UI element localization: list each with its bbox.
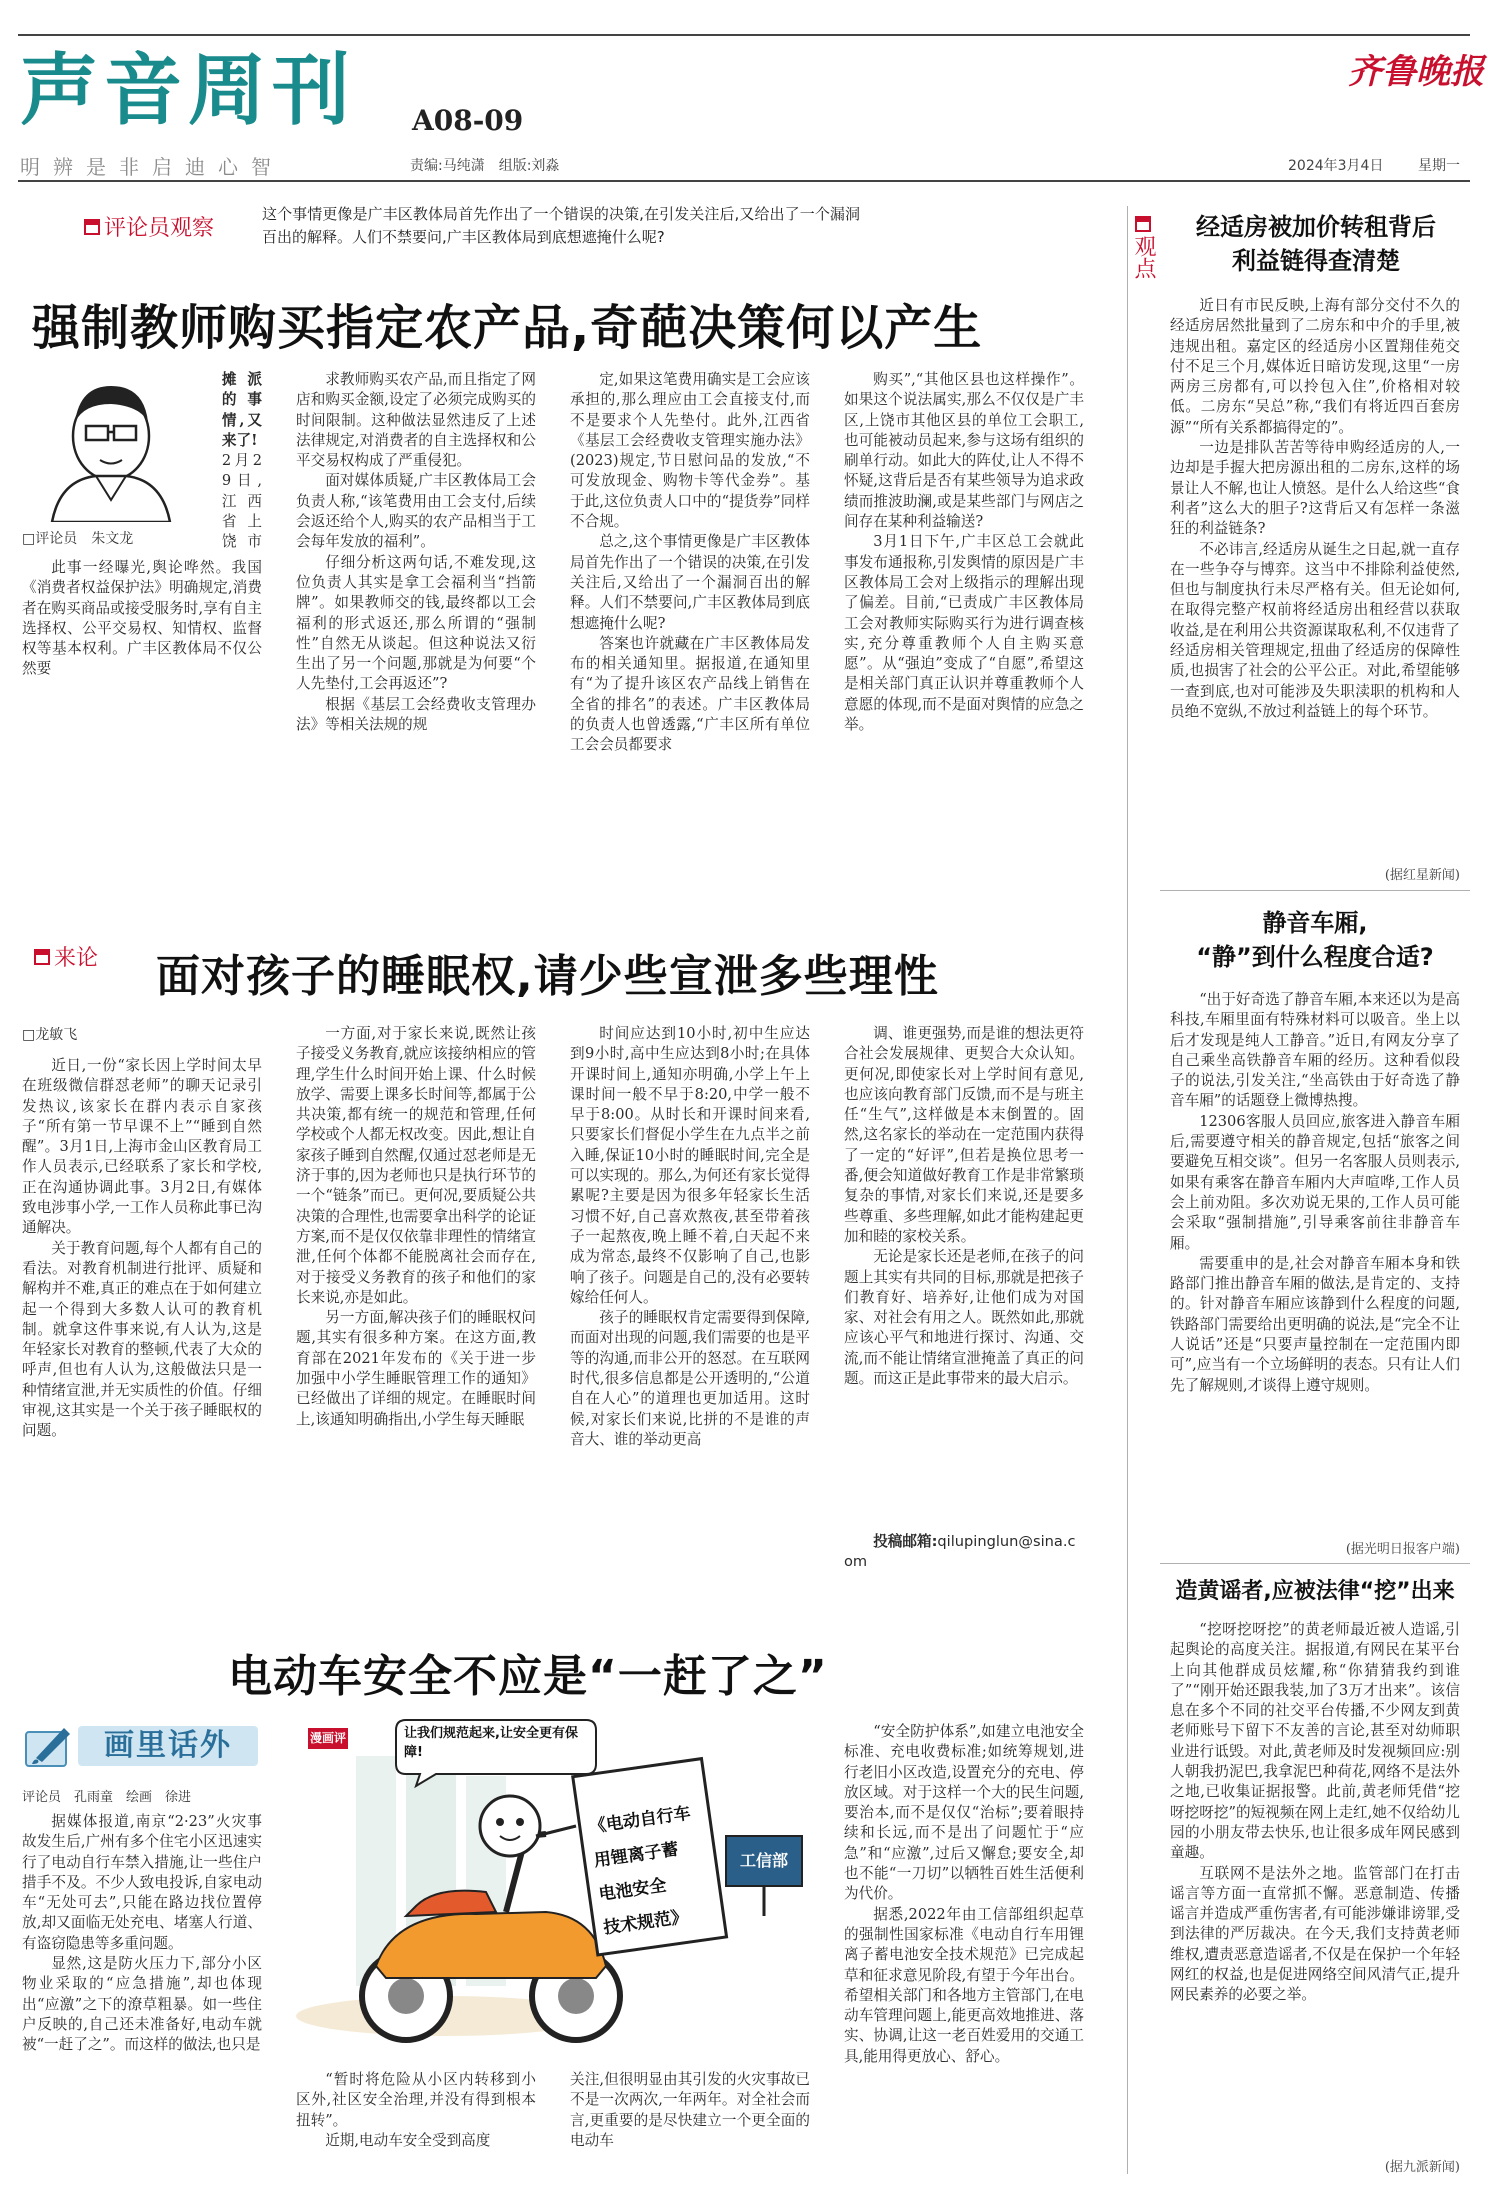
masthead bbox=[0, 0, 1488, 185]
flag-icon bbox=[84, 219, 100, 235]
paragraph: 一方面,对于家长来说,既然让孩子接受义务教育,就应该接纳相应的管理,学生什么时间开始上课、什么时候放学、需要上课多长时间等,都属于公共决策,都有统一的规范和管理,任何学校或个人都无权改变。因此,想让自家孩子睡到自然醒,仅通过怼老师是无济于事的,因为老师也只是执行环节的一个“链条”而已。更何况,要质疑公共决策的合理性,也需要拿出科学的论证方案,而不是仅仅依靠非理性的情绪宣泄,任何个体都不能脱离社会而存在,对于接受义务教育的孩子和他们的家长来说,亦是如此。 bbox=[296, 1025, 536, 1306]
paragraph: 不必讳言,经适房从诞生之日起,就一直存在一些争夺与博弈。这当中不排除利益使然,但也与制度执行未尽严格有关。但无论如何,在取得完整产权前将经适房出租经营以获取收益,是在利用公共资源谋取私利,不仅违背了经适房相关管理规定,扭曲了经适房的保障性质,也损害了社会的公平公正。对此,希望能够一查到底,也对可能涉及失职渎职的机构和人员绝不宽纵,不放过利益链上的每个环节。 bbox=[1170, 540, 1460, 720]
paragraph: 3月1日下午,广丰区总工会就此事发布通报称,引发舆情的原因是广丰区教体局工会对上级指示的理解出现了偏差。目前,“已责成广丰区教体局工会对教师实际购买行为进行调查核实,充分尊重教师个人自主购买意愿”。从“强迫”变成了“自愿”,希望这是相关部门真正认识并尊重教师个人意愿的体现,而不是面对舆情的应急之举。 bbox=[844, 533, 1084, 734]
paragraph: 需要重申的是,社会对静音车厢本身和铁路部门推出静音车厢的做法,是肯定的、支持的。针对静音车厢应该静到什么程度的问题,铁路部门需要给出更明确的说法,是“完全不让人说话”还是“只要声量控制在一定范围内即可”,应当有一个立场鲜明的表态。只有让人们先了解规则,才谈得上遵守规则。 bbox=[1170, 1254, 1460, 1394]
masthead-top-rule bbox=[18, 34, 1470, 36]
paragraph: 定,如果这笔费用确实是工会应该承担的,那么理应由工会直接支付,而不是要求个人先垫付。此外,江西省《基层工会经费收支管理实施办法》(2023)规定,节日慰问品的发放,“不可发放现金、购物卡等代金券”。基于此,这位负责人口中的“提货券”同样不合规。 bbox=[570, 371, 810, 531]
paragraph: 近日,一份“家长因上学时间太早在班级微信群怼老师”的聊天记录引发热议,该家长在群内表示自家孩子“所有第一节早课不上”“睡到自然醒”。3月1日,上海市金山区教育局工作人员表示,已经联系了家长和学校,正在沟通协调此事。3月2日,有媒体致电涉事小学,一工作人员称此事已沟通解决。 bbox=[22, 1057, 262, 1237]
top-col-4 bbox=[844, 370, 1084, 878]
third-story-credit: 评论员 孔雨童 绘画 徐进 bbox=[22, 1790, 192, 1805]
cartoon-doc-line: 技术规范》 bbox=[602, 1906, 690, 1939]
sidebar-a3-headline: 造黄谣者,应被法律“挖”出来 bbox=[1175, 1579, 1455, 1604]
paragraph: 近日有市民反映,上海有部分交付不久的经适房居然批量到了二房东和中介的手里,被违规出租。嘉定区的经适房小区置翔佳苑交付不足三个月,媒体近日暗访发现,这里“一房两房三房都有,可以拎包入住”,价格相对较低。二房东“吴总”称,“我们有将近四百套房源”“所有关系都搞得定的”。 bbox=[1170, 297, 1460, 436]
paragraph: 时间应达到10小时,初中生应达到9小时,高中生应达到8小时;在具体开课时间上,通知亦明确,小学上午上课时间一般不早于8:20,中学一般不早于8:00。从时长和开课时间来看,只要家长们督促小学生在九点半之前入睡,保证10小时的睡眠时间,完全是可以实现的。那么,为何还有家长觉得累呢?主要是因为很多年轻家长生活习惯不好,自己喜欢熬夜,甚至带着孩子一起熬夜,晚上睡不着,白天起不来成为常态,最终不仅影响了自己,也影响了孩子。问题是自己的,没有必要转嫁给任何人。 bbox=[570, 1025, 810, 1306]
issue-weekday: 星期一 bbox=[1418, 158, 1460, 174]
section-label-observer: 评论员观察 bbox=[84, 211, 214, 242]
sidebar-rule-2 bbox=[1160, 1563, 1470, 1564]
paragraph: 一边是排队苦苦等待申购经适房的人,一边却是手握大把房源出租的二房东,这样的场景让人不解,也让人愤怒。是什么人给这些“食利者”这么大的胆子?这背后又有怎样一条滋狂的利益链条? bbox=[1170, 439, 1460, 538]
paragraph: 无论是家长还是老师,在孩子的问题上其实有共同的目标,那就是把孩子们教育好、培养好,让他们成为对国家、对社会有用之人。既然如此,那就应该心平气和地进行探讨、沟通、交流,而不能让情绪宣泄掩盖了真正的问题。而这正是此事带来的最大启示。 bbox=[844, 1248, 1084, 1388]
paragraph: 答案也许就藏在广丰区教体局发布的相关通知里。据报道,在通知里有“为了提升该区农产品线上销售在全省的排名”的表述。广丰区教体局的负责人也曾透露,“广丰区所有单位工会会员都要求 bbox=[570, 634, 810, 754]
paragraph: 显然,这是防火压力下,部分小区物业采取的“应急措施”,却也体现出“应激”之下的潦草粗暴。如一些住户反映的,自己还未准备好,电动车就被“一赶了之”。而这样的做法,也只是 bbox=[22, 1955, 262, 2054]
cartoon-speech-bubble: 让我们规范起来,让安全更有保障! bbox=[404, 1726, 578, 1760]
masthead-motto: 明辨是非启迪心智 bbox=[20, 155, 284, 179]
paragraph: “暂时将危险从小区内转移到小区外,社区安全治理,并没有得到根本扭转”。 bbox=[296, 2071, 536, 2129]
second-col-1 bbox=[22, 1056, 262, 1576]
second-story-headline: 面对孩子的睡眠权,请少些宣泄多些理性 bbox=[156, 951, 939, 1002]
submission-email bbox=[844, 1532, 1084, 1573]
paragraph: 孩子的睡眠权肯定需要得到保障,而面对出现的问题,我们需要的也是平等的沟通,而非公开的怒怼。在互联网时代,很多信息都是公开透明的,“公道自在人心”的道理也更加适用。这时候,对家长们来说,比拼的不是谁的声音大、谁的举动更高 bbox=[570, 1309, 810, 1448]
brush-icon bbox=[22, 1722, 78, 1770]
third-col-2 bbox=[296, 2070, 536, 2174]
paragraph: “出于好奇选了静音车厢,本来还以为是高科技,车厢里面有特殊材料可以吸音。坐上以后才发现是纯人工静音。”近日,有网友分享了自己乘坐高铁静音车厢的经历。这种看似段子的说法,引发关注,“坐高铁由于好奇选了静音车厢”的话题登上微博热搜。 bbox=[1170, 991, 1460, 1110]
sidebar-label: 观点 bbox=[1130, 216, 1156, 286]
paragraph: 近期,电动车安全受到高度 bbox=[325, 2131, 491, 2149]
third-col-4 bbox=[844, 1722, 1084, 2174]
second-col-4 bbox=[844, 1024, 1084, 1532]
top-story-deck: 这个事情更像是广丰区教体局首先作出了一个错误的决策,在引发关注后,又给出了一个漏洞百出的解释。人们不禁要问,广丰区教体局到底想遮掩什么呢? bbox=[262, 205, 860, 246]
second-story-author: □龙敏飞 bbox=[22, 1027, 78, 1043]
sidebar-rule-1 bbox=[1160, 890, 1470, 891]
top-col-1a bbox=[200, 370, 262, 554]
sidebar-a2-body bbox=[1170, 990, 1460, 1538]
sidebar-a1-body bbox=[1170, 296, 1460, 864]
cartoon-doc-line: 电池安全 bbox=[597, 1875, 668, 1905]
sidebar-a3-body bbox=[1170, 1620, 1460, 2156]
paragraph: 据悉,2022年由工信部组织起草的强制性国家标准《电动自行车用锂离子蓄电池安全技术规范》已完成起草和征求意见阶段,有望于今年出台。希望相关部门和各地方主管部门,在电动车管理问题上,能更高效地推进、落实、协调,让这一老百姓爱用的交通工具,能用得更放心、舒心。 bbox=[844, 1905, 1084, 2065]
cartoon-doc-line: 用锂离子蓄 bbox=[592, 1839, 680, 1872]
section-label-guest: 来论 bbox=[34, 941, 98, 972]
paragraph: 调、谁更强势,而是谁的想法更符合社会发展规律、更契合大众认知。更何况,即使家长对上学时间有意见,也应该向教育部门反馈,而不是与班主任“生气”,这样做是本末倒置的。固然,这名家长的举动在一定范围内获得了一定的“好评”,但若是换位思考一番,便会知道做好教育工作是非常繁琐复杂的事情,对家长们来说,还是要多些尊重、多些理解,如此才能构建起更加和睦的家校关系。 bbox=[844, 1025, 1084, 1245]
third-story-headline: 电动车安全不应是“一赶了之” bbox=[228, 1651, 828, 1702]
sidebar-a2-headline-line1: 静音车厢, bbox=[1262, 909, 1368, 937]
paragraph: 关于教育问题,每个人都有自己的看法。对教育机制进行批评、质疑和解构并不难,真正的难点在于如何建立起一个得到大多数人认可的教育机制。就拿这件事来说,有人认为,这是年轻家长对教育的整顿,代表了大众的呼声,但也有人认为,这般做法只是一种情绪宣泄,并无实质性的价值。仔细审视,这其实是一个关于孩子睡眠权的问题。 bbox=[22, 1239, 262, 1440]
top-story-author: □评论员 朱文龙 bbox=[22, 531, 134, 547]
top-col-2 bbox=[296, 370, 536, 878]
cartoon bbox=[296, 1716, 826, 2062]
flag-icon bbox=[34, 949, 50, 965]
email-label: 投稿邮箱: bbox=[873, 1533, 938, 1550]
issue-date: 2024年3月4日 bbox=[1288, 158, 1384, 174]
third-col-3: 关注,但很明显由其引发的火灾事故已不是一次两次,一年两年。对全社会而言,更重要的是尽快建立一个更全面的电动车 bbox=[570, 2071, 810, 2149]
paragraph: 求教师购买农产品,而且指定了网店和购买金额,设定了必须完成购买的时间限制。这种做法显然违反了上述法律规定,对消费者的自主选择权和公平交易权构成了严重侵犯。 bbox=[296, 371, 536, 470]
top-col-1b bbox=[22, 558, 262, 878]
author-portrait bbox=[30, 372, 192, 522]
top-col-3 bbox=[570, 370, 810, 878]
section-title: 声音周刊 bbox=[20, 46, 357, 136]
editors-credit: 责编:马纯潇 组版:刘淼 bbox=[410, 158, 560, 174]
email-address[interactable]: qilupinglun@sina.com bbox=[844, 1533, 1076, 1571]
paragraph: 总之,这个事情更像是广丰区教体局首先作出了一个错误的决策,在引发关注后,又给出了一个漏洞百出的解释。人们不禁要问,广丰区教体局到底想遮掩什么呢? bbox=[570, 533, 810, 632]
paragraph: 根据《基层工会经费收支管理办法》等相关法规的规 bbox=[296, 695, 536, 734]
sidebar-a2-headline-line2: “静”到什么程度合适? bbox=[1196, 943, 1434, 971]
paragraph: 互联网不是法外之地。监管部门在打击谣言等方面一直常抓不懈。恶意制造、传播谣言并造成严重伤害者,有可能涉嫌诽谤罪,受到法律的严厉裁决。在今天,我们支持黄老师维权,遭责恶意造谣者,不仅是在保护一个年轻网红的权益,也是促进网络空间风清气正,提升网民素养的必要之举。 bbox=[1170, 1864, 1460, 2004]
sidebar-a1-headline: 经适房被加价转租背后利益链得查清楚 bbox=[1196, 213, 1436, 275]
sidebar-a3-source: (据九派新闻) bbox=[1384, 2160, 1460, 2175]
column-logo bbox=[22, 1722, 262, 1770]
paragraph: 购买”,“其他区县也这样操作”。如果这个说法属实,那么不仅仅是广丰区,上饶市其他区县的单位工会职工,也可能被动员起来,参与这场有组织的刷单行动。如此大的阵仗,让人不得不怀疑,这背后是否有某些领导为追求政绩而推波助澜,或是某些部门与网店之间存在某种利益输送? bbox=[844, 371, 1084, 531]
cartoon-doc-line: 《电动自行车 bbox=[588, 1803, 692, 1838]
paragraph: 仔细分析这两句话,不难发现,这位负责人其实是拿工会福利当“挡箭牌”。如果教师交的钱,最终都以工会福利的形式返还,那么所谓的“强制性”自然无从谈起。但这种说法又衍生出了另一个问题,那就是为何要“个人先垫付,工会再返还”? bbox=[296, 553, 536, 693]
paragraph: 据媒体报道,南京“2·23”火灾事故发生后,广州有多个住宅小区迅速实行了电动自行车禁入措施,让一些住户措手不及。不少人致电投诉,自家电动车“无处可去”,只能在路边找位置停放,却又面临无处充电、堵塞人行道、有盗窃隐患等多重问题。 bbox=[22, 1813, 262, 1952]
page-number: A08-09 bbox=[412, 104, 524, 137]
second-col-3 bbox=[570, 1024, 810, 1576]
top-col-1-intro: 摊派的事情,又来了! bbox=[221, 371, 262, 449]
sidebar-divider bbox=[1127, 206, 1128, 2174]
flag-icon bbox=[1135, 216, 1151, 232]
column-title: 画里话外 bbox=[78, 1726, 258, 1766]
paragraph: 12306客服人员回应,旅客进入静音车厢后,需要遵守相关的静音规定,包括“旅客之间要避免互相交谈”。但另一名客服人员则表示,如果有乘客在静音车厢内大声喧哗,工作人员会上前劝阻。多次劝说无果的,工作人员可能会采取“强制措施”,引导乘客前往非静音车厢。 bbox=[1170, 1112, 1460, 1252]
cartoon-dept-sign: 工信部 bbox=[739, 1851, 788, 1870]
top-col-1-p3: 此事一经曝光,舆论哗然。我国《消费者权益保护法》明确规定,消费者在购买商品或接受服务时,享有自主选择权、公平交易权、知情权、监督权等基本权利。广丰区教体局不仅公然要 bbox=[22, 559, 262, 678]
sidebar-a1-source: (据红星新闻) bbox=[1384, 868, 1460, 883]
paragraph: “挖呀挖呀挖”的黄老师最近被人造谣,引起舆论的高度关注。据报道,有网民在某平台上向其他群成员炫耀,称“你猜猜我约到谁了”“刚开始还跟我装,加了3万才出来”。该信息在多个不同的社交平台传播,不少网友到黄老师账号下留下不友善的言论,甚至对幼师职业进行诋毁。对此,黄老师及时发视频回应:别人朝我扔泥巴,我拿泥巴种荷花,网络不是法外之地,已收集证据报警。此前,黄老师凭借“挖呀挖呀挖”的短视频在网上走红,她不仅给幼儿园的小朋友带去快乐,也让很多成年网民感到童趣。 bbox=[1170, 1621, 1460, 1862]
paragraph: 面对媒体质疑,广丰区教体局工会负责人称,“该笔费用由工会支付,后续会返还给个人,购买的农产品相当于工会每年发放的福利”。 bbox=[296, 472, 536, 551]
sidebar-a2-source: (据光明日报客户端) bbox=[1345, 1542, 1460, 1557]
cartoon-corner-tag: 漫画评 bbox=[308, 1728, 348, 1749]
top-story-headline: 强制教师购买指定农产品,奇葩决策何以产生 bbox=[32, 300, 983, 356]
masthead-bottom-rule bbox=[18, 180, 1470, 182]
second-col-2 bbox=[296, 1024, 536, 1576]
newspaper-logo: 齐鲁晚报 bbox=[1348, 52, 1484, 92]
cartoon-document bbox=[587, 1795, 721, 1946]
paragraph: “安全防护体系”,如建立电池安全标准、充电收费标准;如统筹规划,进行老旧小区改造,设置充分的充电、停放区域。对于这样一个大的民生问题,要治本,而不是仅仅“治标”;要着眼持续和长远,而不是出了问题忙于“应急”和“应激”,过后又懈怠;要安全,却也不能“一刀切”以牺牲百姓生活便利为代价。 bbox=[844, 1723, 1084, 1903]
third-col-1 bbox=[22, 1812, 262, 2172]
paragraph: 另一方面,解决孩子们的睡眠权问题,其实有很多种方案。在这方面,教育部在2021年发布的《关于进一步加强中小学生睡眠管理工作的通知》已经做出了详细的规定。在睡眠时间上,该通知明确指出,小学生每天睡眠 bbox=[296, 1309, 536, 1428]
top-col-1-p2: 2月29日,江西省上饶市 bbox=[221, 452, 262, 551]
